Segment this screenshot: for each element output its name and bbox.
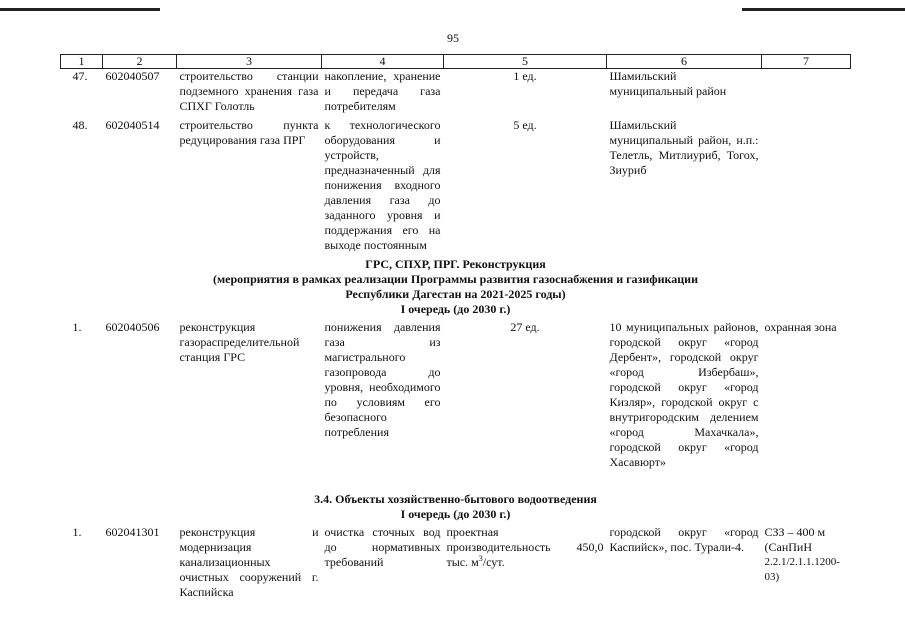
table-row [61, 118, 851, 257]
object-location: городской округ «город Каспийск», пос. Турали-4. [609, 524, 759, 554]
object-capacity: 1 ед. [513, 69, 537, 83]
object-zone [762, 69, 851, 118]
row-number: 47. [72, 69, 88, 83]
table-row [61, 320, 851, 492]
object-capacity: 5 ед. [513, 117, 537, 132]
object-zone [762, 118, 851, 257]
column-header: 2 [103, 55, 177, 69]
section-subtitle: Республики Дагестан на 2021-2025 годы) [345, 286, 566, 301]
object-name: реконструкция газораспределительной станция ГРС [179, 319, 300, 364]
table-row [61, 69, 851, 118]
object-name: строительство пункта редуцирования газа ПРГ [179, 117, 319, 147]
object-purpose: к технологического оборудования и устройств, предназначенный для понижения входного давления газа до заданного уровня и поддержания его на выходе постоянным [324, 117, 441, 252]
column-header: 5 [444, 55, 607, 69]
object-name: строительство станции подземного хранения газа СПХГ Голотль [179, 69, 319, 113]
section-title: 3.4. Объекты хозяйственно-бытового водоотведения [314, 491, 597, 506]
row-number: 48. [72, 117, 88, 132]
object-code: 602041301 [105, 524, 160, 539]
object-location: 10 муниципальных районов, городской округ «город Дербент», городской округ «город Избербаш», городской округ «город Кизляр», городской округ с внутригородским делением «город Махачкала», городской округ «город Хасавюрт» [609, 319, 759, 469]
section-title: ГРС, СПХР, ПРГ. Реконструкция [365, 256, 546, 271]
column-header: 4 [322, 55, 444, 69]
object-location: Шамильский муниципальный район, н.п.: Телетль, Митлиуриб, Тогох, Зиуриб [609, 117, 759, 177]
object-code: 602040507 [105, 69, 160, 83]
object-purpose: накопление, хранение и передача газа потребителям [324, 69, 441, 113]
row-number: 1. [72, 524, 82, 539]
row-number: 1. [72, 319, 82, 334]
column-header: 1 [61, 55, 103, 69]
page-number: 95 [447, 31, 459, 45]
object-zone: охранная зона [764, 319, 837, 334]
objects-table [60, 54, 851, 600]
section-heading-row [61, 257, 851, 320]
object-capacity: 27 ед. [510, 319, 540, 334]
table-row [61, 525, 851, 600]
column-header: 3 [177, 55, 322, 69]
object-zone: СЗЗ – 400 м (СанПиН 2.2.1/2.1.1.1200-03) [764, 524, 840, 583]
object-location: Шамильский муниципальный район [609, 69, 727, 98]
section-stage: I очередь (до 2030 г.) [400, 301, 511, 316]
table-header-row [61, 55, 851, 69]
object-purpose: понижения давления газа из магистрального газопровода до уровня, необходимого по условиям его безопасного потребления [324, 319, 441, 439]
object-code: 602040514 [105, 117, 160, 132]
object-capacity: проектная производительность 450,0 тыс. $м^3$/сут. [446, 524, 604, 569]
section-subtitle: (мероприятия в рамках реализации Программы развития газоснабжения и газификации [212, 271, 698, 286]
top-rule-left [0, 8, 160, 11]
section-heading-row [61, 492, 851, 525]
section-stage: I очередь (до 2030 г.) [400, 506, 511, 521]
column-header: 7 [762, 55, 851, 69]
top-rule-right [742, 8, 905, 11]
object-purpose: очистка сточных вод до нормативных требований [324, 524, 441, 569]
object-code: 602040506 [105, 319, 160, 334]
object-name: реконструкция и модернизация канализационных очистных сооружений г. Каспийска [179, 524, 319, 599]
column-header: 6 [607, 55, 762, 69]
